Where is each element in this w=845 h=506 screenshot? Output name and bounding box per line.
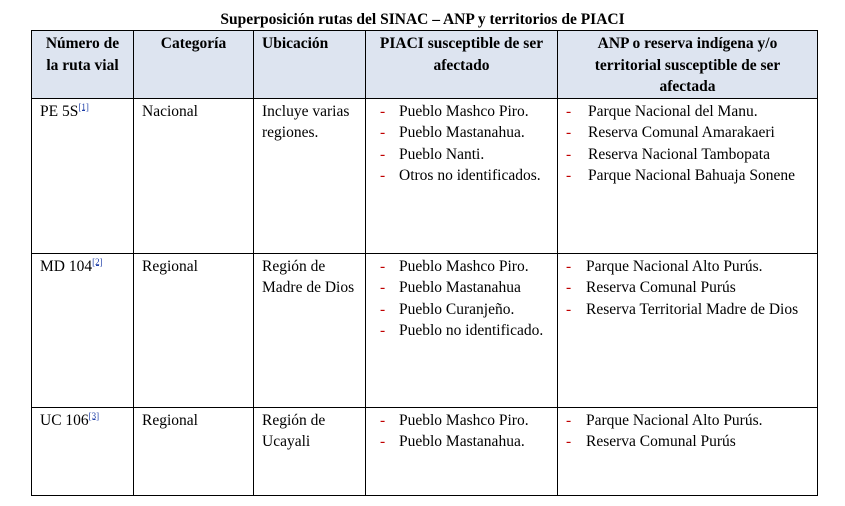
categoria-cell: Nacional xyxy=(134,98,254,253)
footnote-link[interactable]: [1] xyxy=(78,101,89,112)
footnote-link[interactable]: [3] xyxy=(88,410,100,421)
table-row xyxy=(32,98,818,253)
piaci-cell xyxy=(366,98,558,253)
list-item: - Pueblo Mastanahua. xyxy=(374,122,549,144)
list-item: - Pueblo Curanjeño. xyxy=(374,299,549,321)
table-row xyxy=(32,407,818,495)
anp-cell xyxy=(558,98,818,253)
list-item: - Otros no identificados. xyxy=(374,165,549,187)
list-item: - Pueblo no identificado. xyxy=(374,320,549,342)
list-item: - Pueblo Mashco Piro. xyxy=(374,410,549,432)
dash-bullet-icon: - xyxy=(566,279,572,296)
dash-bullet-icon: - xyxy=(380,279,386,296)
dash-bullet-icon: - xyxy=(566,433,572,450)
list-item: - Reserva Comunal Purús xyxy=(566,277,809,299)
dash-bullet-icon: - xyxy=(380,167,386,184)
categoria-cell: Regional xyxy=(134,407,254,495)
route-number: PE 5S xyxy=(40,102,79,120)
dash-bullet-icon: - xyxy=(566,102,572,120)
dash-bullet-icon: - xyxy=(566,300,572,318)
list-item: - Parque Nacional Alto Purús. xyxy=(566,256,809,278)
dash-bullet-icon: - xyxy=(380,102,386,120)
route-cell xyxy=(32,407,134,495)
ubicacion-cell: Región de Madre de Dios xyxy=(254,253,366,407)
dash-bullet-icon: - xyxy=(380,300,386,318)
list-item: - Pueblo Mashco Piro. xyxy=(374,101,549,123)
ubicacion-cell: Incluye varias regiones. xyxy=(254,98,366,253)
route-number: UC 106 xyxy=(40,411,89,429)
list-item: - Pueblo Mastanahua xyxy=(374,277,549,299)
dash-bullet-icon: - xyxy=(566,167,572,184)
anp-cell xyxy=(558,253,818,407)
list-item: - Pueblo Mastanahua. xyxy=(374,431,549,453)
table-row xyxy=(32,253,818,407)
header-piaci: PIACI susceptible de ser afectado xyxy=(366,31,558,99)
piaci-cell xyxy=(366,253,558,407)
categoria-cell: Regional xyxy=(134,253,254,407)
list-item: - Pueblo Mashco Piro. xyxy=(374,256,549,278)
header-row xyxy=(32,31,818,99)
list-item: - Reserva Comunal Purús xyxy=(566,431,809,453)
route-number: MD 104 xyxy=(40,257,93,275)
dash-bullet-icon: - xyxy=(380,433,386,450)
dash-bullet-icon: - xyxy=(380,145,386,163)
dash-bullet-icon: - xyxy=(566,257,572,275)
list-item: - Parque Nacional Alto Purús. xyxy=(566,410,809,432)
table-title: Superposición rutas del SINAC – ANP y territorios de PIACI xyxy=(220,11,625,28)
dash-bullet-icon: - xyxy=(380,411,386,429)
ubicacion-cell: Región de Ucayali xyxy=(254,407,366,495)
routes-table xyxy=(31,30,818,496)
route-cell xyxy=(32,253,134,407)
dash-bullet-icon: - xyxy=(380,124,386,141)
header-numero: Número de la ruta vial xyxy=(32,31,134,99)
list-item: - Reserva Comunal Amarakaeri xyxy=(566,122,809,144)
list-item: - Parque Nacional del Manu. xyxy=(566,101,809,123)
piaci-cell xyxy=(366,407,558,495)
header-ubicacion: Ubicación xyxy=(254,31,366,99)
list-item: - Reserva Nacional Tambopata xyxy=(566,144,809,166)
header-anp: ANP o reserva indígena y/o territorial susceptible de ser afectada xyxy=(558,31,818,99)
dash-bullet-icon: - xyxy=(566,411,572,429)
list-item: - Parque Nacional Bahuaja Sonene xyxy=(566,165,809,187)
footnote-link[interactable]: [2] xyxy=(92,256,103,267)
dash-bullet-icon: - xyxy=(566,124,572,141)
header-categoria: Categoría xyxy=(134,31,254,99)
dash-bullet-icon: - xyxy=(380,257,386,275)
dash-bullet-icon: - xyxy=(380,322,386,339)
route-cell xyxy=(32,98,134,253)
list-item: - Reserva Territorial Madre de Dios xyxy=(566,299,809,321)
anp-cell xyxy=(558,407,818,495)
list-item: - Pueblo Nanti. xyxy=(374,144,549,166)
dash-bullet-icon: - xyxy=(566,145,572,163)
